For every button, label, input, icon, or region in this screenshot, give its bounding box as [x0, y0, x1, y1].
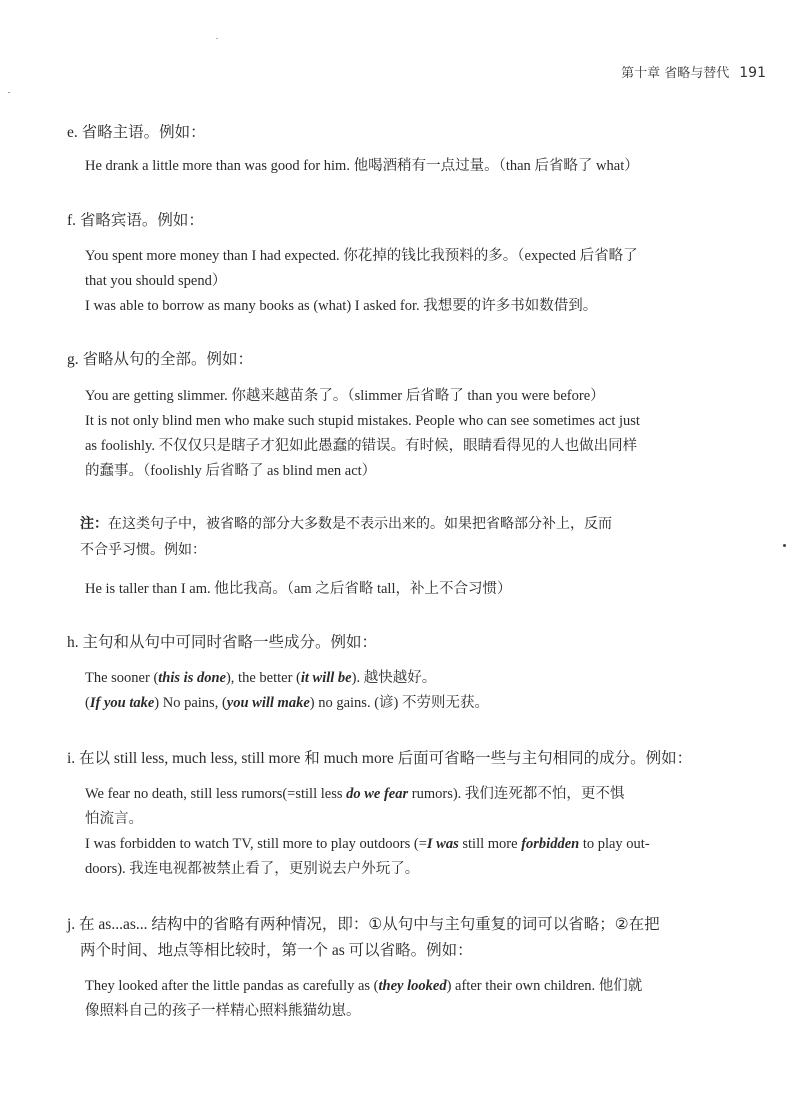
- section-e-example: [85, 154, 733, 179]
- example-line: as foolishly. 不仅仅只是瞎子才犯如此愚蠢的错误。有时候，眼睛看得见的人也做出同样: [85, 438, 638, 454]
- example-line: We fear no death, still less rumors(=still less do we fear rumors). 我们连死都不怕，更不惧: [85, 786, 625, 802]
- example-line: He is taller than I am. 他比我高。（am 之后省略 tall，补上不合习惯）: [85, 581, 512, 597]
- note-example: [85, 577, 733, 602]
- example-line: The sooner (this is done), the better (it will be). 越快越好。: [85, 670, 437, 686]
- example-line: (If you take) No pains, (you will make) no gains. (谚) 不劳则无获。: [85, 695, 489, 711]
- example-line: It is not only blind men who make such stupid mistakes. People who can see sometimes act just: [85, 413, 640, 429]
- scan-speck: [216, 38, 218, 39]
- running-header: [621, 62, 766, 81]
- example-line: doors). 我连电视都被禁止看了，更别说去户外玩了。: [85, 861, 420, 877]
- section-h-heading: h. 主句和从句中可同时省略一些成分。例如：: [67, 634, 378, 651]
- section-g-heading: g. 省略从句的全部。例如：: [67, 351, 254, 368]
- note-block: [80, 511, 730, 563]
- example-line: that you should spend）: [85, 273, 227, 289]
- scan-speck: [8, 92, 10, 93]
- example-line: 怕流言。: [85, 811, 143, 827]
- example-line: 的蠢事。（foolishly 后省略了 as blind men act）: [85, 463, 377, 479]
- section-h-examples: [85, 666, 733, 716]
- section-e-heading: e. 省略主语。例如：: [67, 124, 206, 141]
- example-line: He drank a little more than was good for him. 他喝酒稍有一点过量。（than 后省略了 what）: [85, 158, 639, 174]
- chapter-title: 第十章 省略与替代: [621, 66, 730, 81]
- section-j-heading: j. 在 as...as... 结构中的省略有两种情况，即：①从句中与主句重复的词可以省略；②在把 两个时间、地点等相比较时，第一个 as 可以省略。例如：: [67, 916, 660, 959]
- example-line: I was able to borrow as many books as (what) I asked for. 我想要的许多书如数借到。: [85, 298, 598, 314]
- section-i-examples: [85, 782, 733, 882]
- page-number: 191: [739, 65, 766, 81]
- example-line: You are getting slimmer. 你越来越苗条了。（slimmer 后省略了 than you were before）: [85, 388, 605, 404]
- example-line: 像照料自己的孩子一样精心照料熊猫幼崽。: [85, 1003, 361, 1019]
- section-f-heading: f. 省略宾语。例如：: [67, 212, 204, 229]
- note-label: 注：: [80, 516, 108, 532]
- note-text: 不合乎习惯。例如：: [80, 542, 206, 558]
- example-line: You spent more money than I had expected. 你花掉的钱比我预料的多。（expected 后省略了: [85, 248, 638, 264]
- section-j-examples: [85, 974, 733, 1024]
- section-g-examples: [85, 384, 733, 484]
- section-f-examples: [85, 244, 733, 319]
- example-line: I was forbidden to watch TV, still more to play outdoors (=I was still more forbidden to play out-: [85, 836, 650, 852]
- note-text: 在这类句子中，被省略的部分大多数是不表示出来的。如果把省略部分补上，反而: [108, 516, 612, 532]
- example-line: They looked after the little pandas as carefully as (they looked) after their own children. 他们就: [85, 978, 643, 994]
- scan-speck: [783, 544, 786, 547]
- section-i-heading: i. 在以 still less, much less, still more 和 much more 后面可省略一些与主句相同的成分。例如：: [67, 750, 693, 767]
